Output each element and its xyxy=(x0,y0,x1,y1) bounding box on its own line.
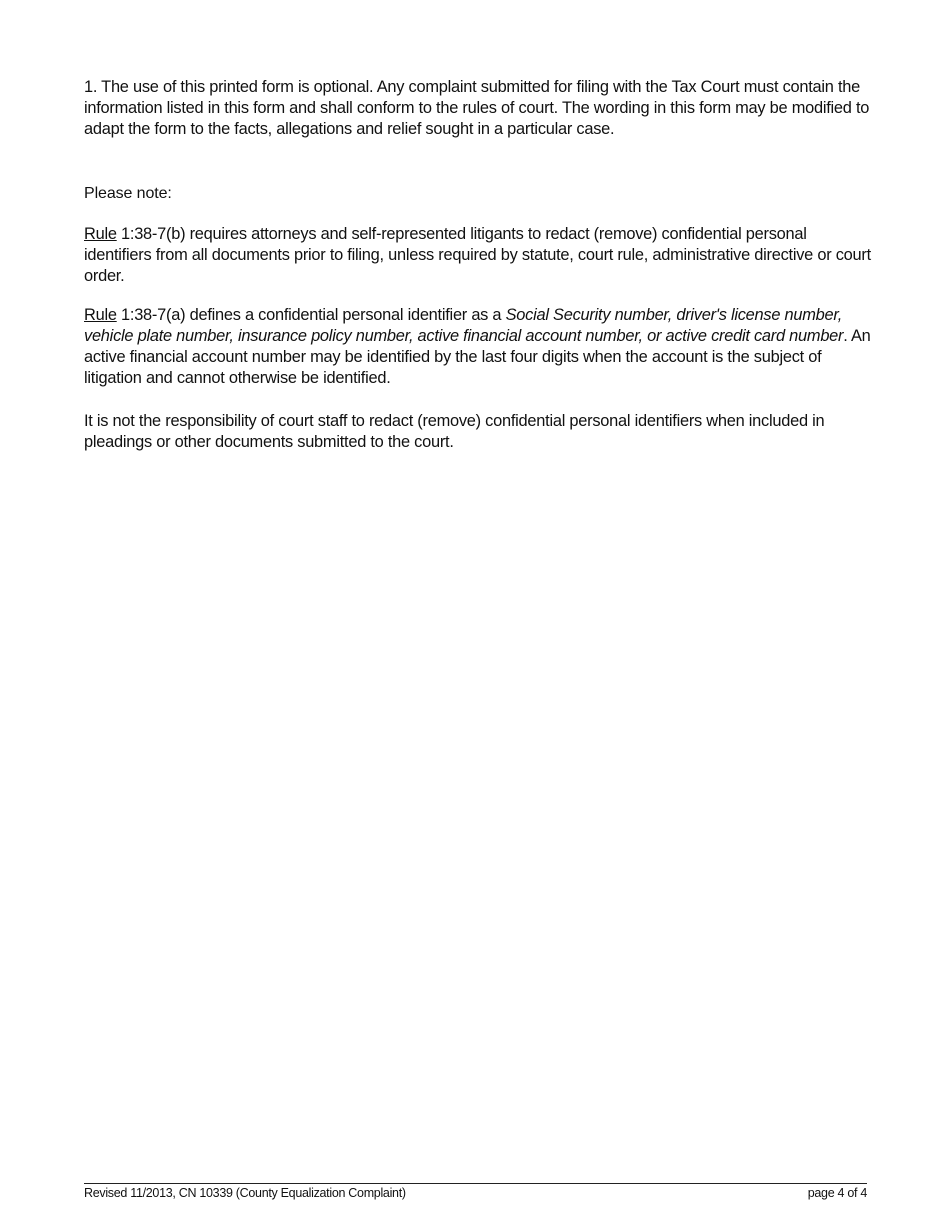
rule-1-38-7b-paragraph xyxy=(84,224,874,287)
revision-info: Revised 11/2013, CN 10339 (County Equalization Complaint) xyxy=(84,1186,406,1200)
optional-form-paragraph: 1. The use of this printed form is optional. Any complaint submitted for filing with the Tax Court must contain the information listed in this form and shall conform to the rules of court. The wording in this form may be modified to adapt the form to the facts, allegations and relief sought in a particular case. xyxy=(84,78,870,138)
rule-a-identifier-list: Social Security number, driver's license number, vehicle plate number, insurance policy number, active financial account number, or active credit card number xyxy=(84,306,844,345)
rule-1-38-7a-paragraph xyxy=(84,305,874,389)
rule-a-text-before: 1:38-7(a) defines a confidential personal identifier as a xyxy=(116,306,506,324)
rule-b-text: 1:38-7(b) requires attorneys and self-represented litigants to redact (remove) confidential personal identifiers from all documents prior to filing, unless required by statute, court rule, administrative directive or court order. xyxy=(84,225,871,285)
page-number: page 4 of 4 xyxy=(807,1186,867,1200)
rule-reference: Rule xyxy=(84,225,117,243)
document-body xyxy=(84,77,874,453)
court-staff-paragraph: It is not the responsibility of court staff to redact (remove) confidential personal identifiers when included in pleadings or other documents submitted to the court. xyxy=(84,412,825,451)
page-footer xyxy=(84,1183,867,1201)
rule-a-text-after: . An active financial account number may be identified by the last four digits when the account is the subject of litigation and cannot otherwise be identified. xyxy=(84,327,871,387)
please-note-heading: Please note: xyxy=(84,185,172,202)
rule-reference: Rule xyxy=(84,306,117,324)
